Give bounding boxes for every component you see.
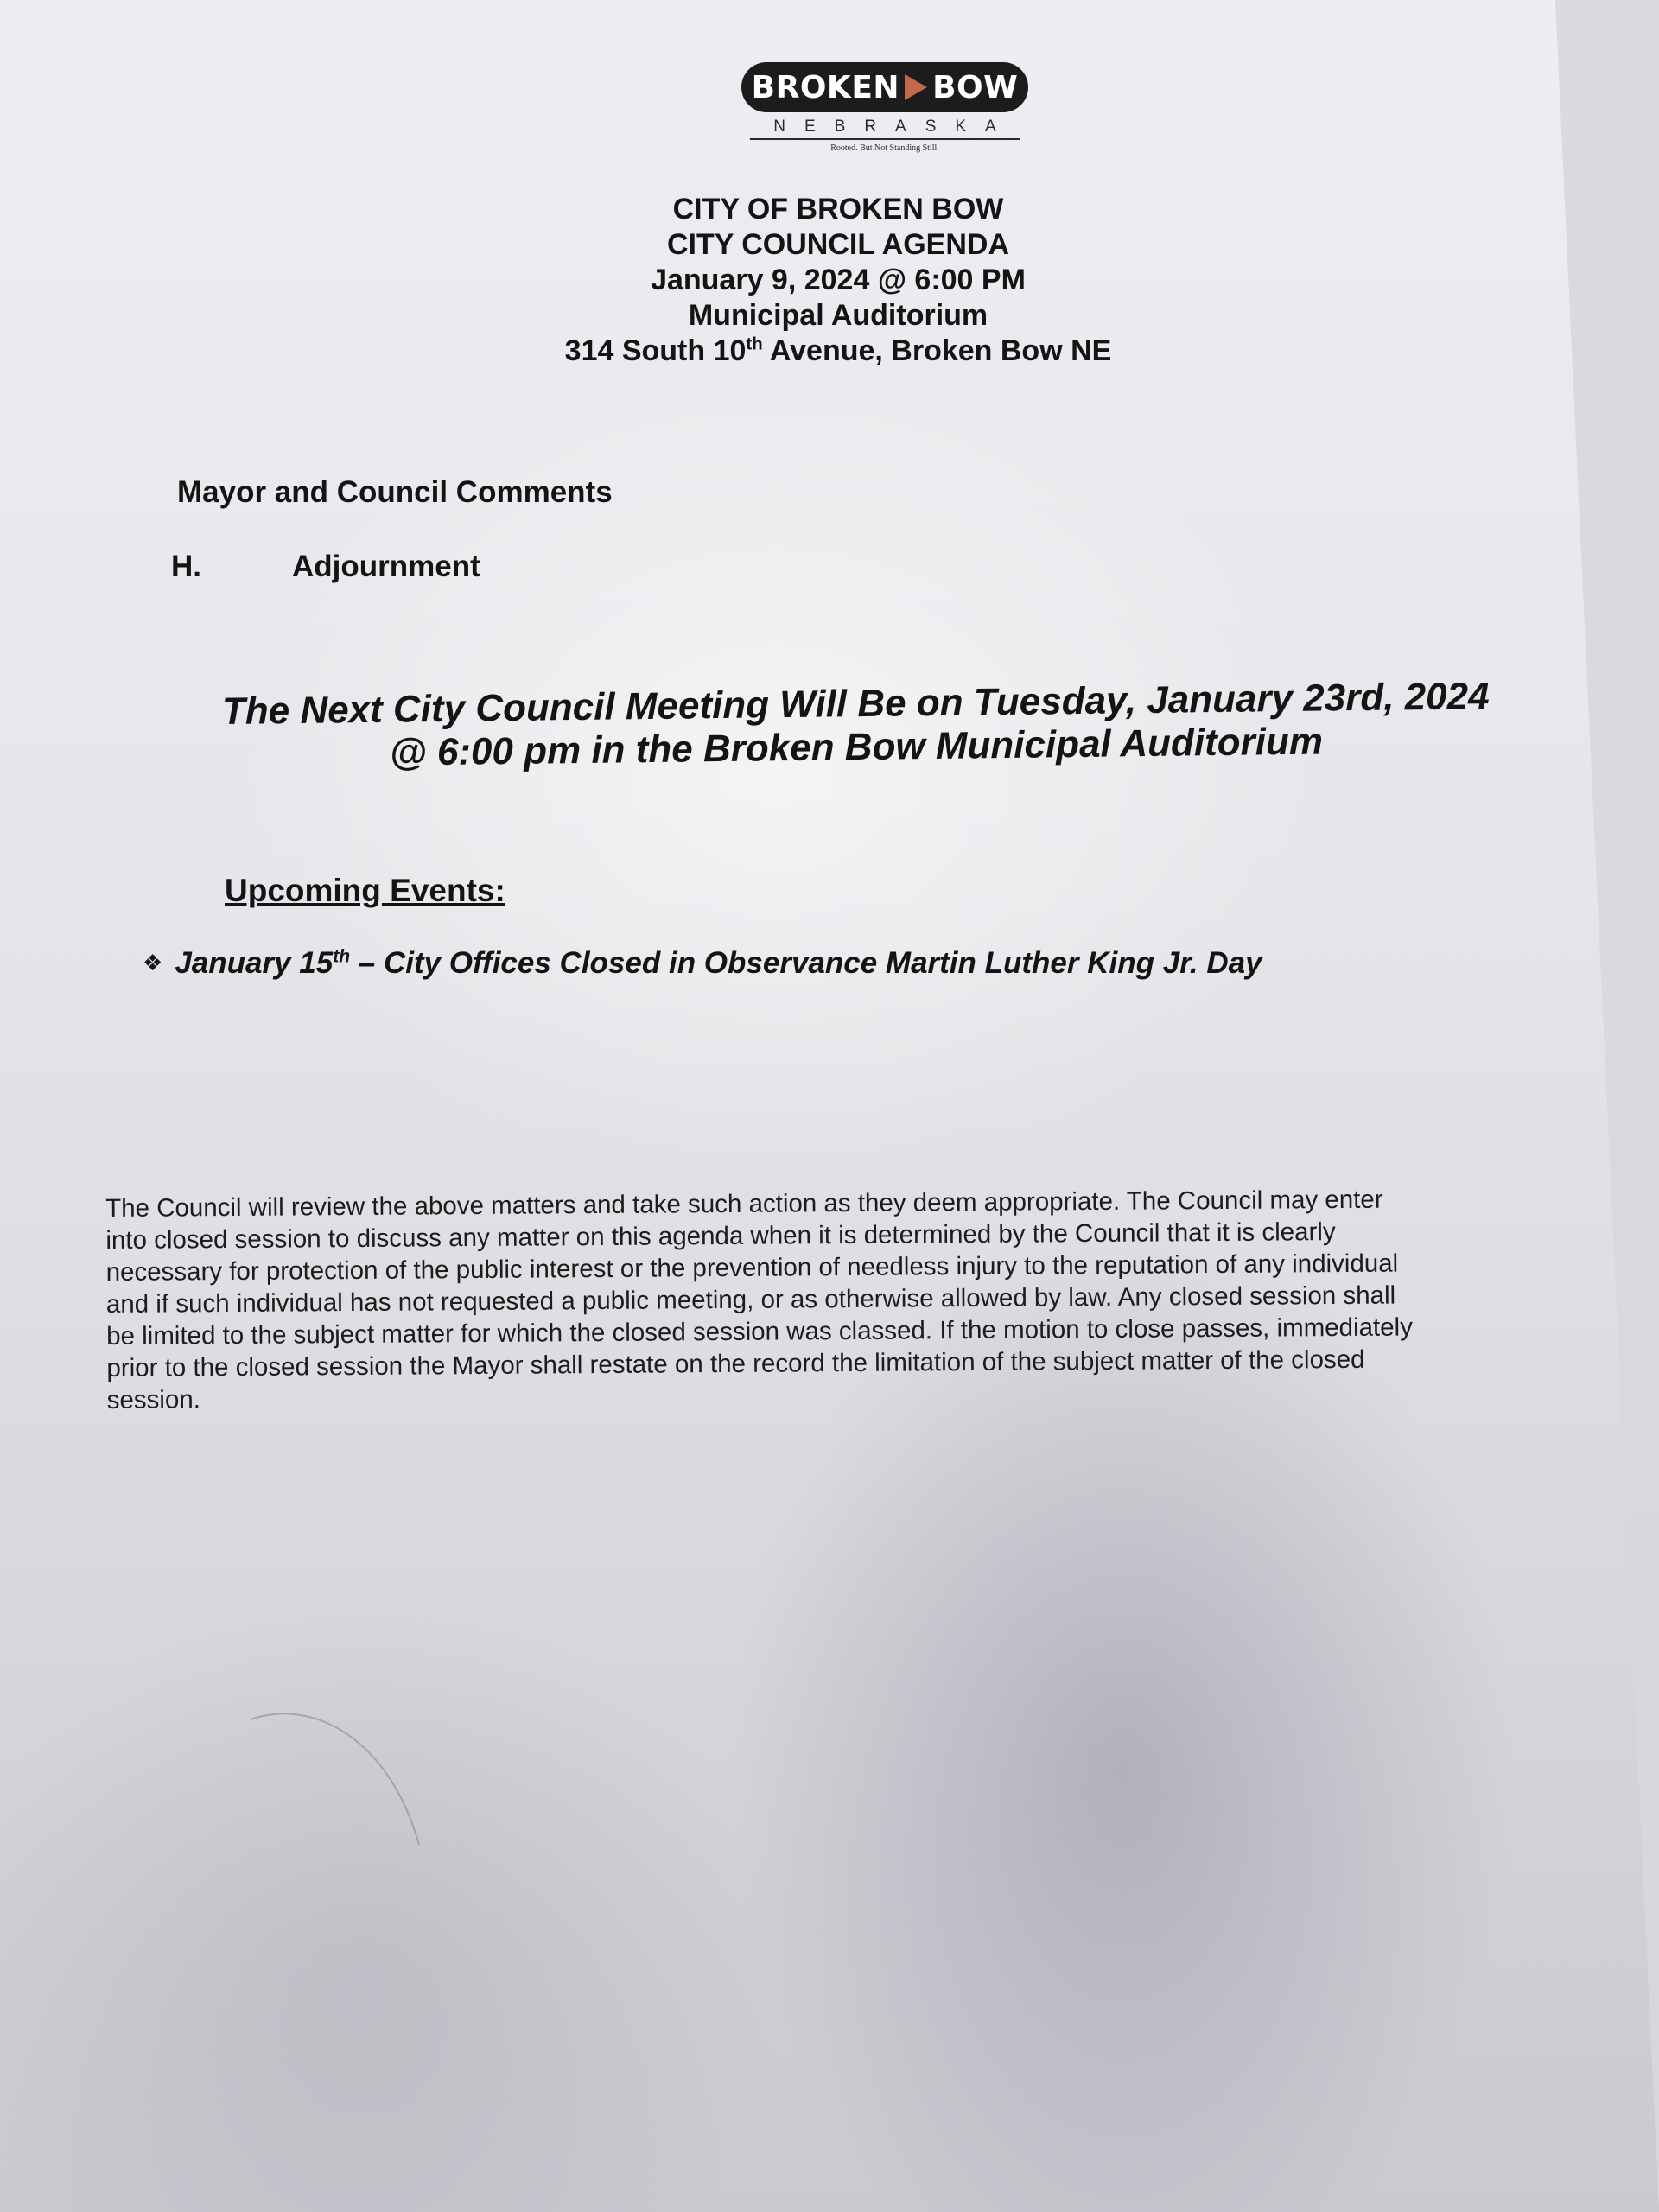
agenda-item-adjournment — [171, 550, 480, 584]
logo-badge — [741, 62, 1028, 112]
agenda-item-letter: H. — [171, 550, 201, 583]
legal-line: prior to the closed session the Mayor shall restate on the record the limitation of the subject matter of the closed — [106, 1344, 1365, 1382]
logo-word-right: BOW — [932, 69, 1019, 105]
next-meeting-notice — [156, 674, 1556, 778]
event-text: January 15th – City Offices Closed in Observance Martin Luther King Jr. Day — [175, 946, 1262, 980]
legal-line: be limited to the subject matter for which the closed session was classed. If the motion to close passes, immediately — [106, 1313, 1414, 1351]
upcoming-events-heading: Upcoming Events: — [225, 873, 505, 908]
arrow-icon — [905, 74, 927, 100]
agenda-title: CITY COUNCIL AGENDA — [666, 228, 1010, 261]
city-logo — [741, 62, 1028, 153]
agenda-item-label: Adjournment — [292, 550, 480, 583]
paper-edge — [1555, 0, 1659, 2212]
meeting-venue: Municipal Auditorium — [688, 299, 988, 332]
logo-word-left: BROKEN — [751, 69, 900, 105]
meeting-address: 314 South 10th Avenue, Broken Bow NE — [564, 334, 1112, 367]
agenda-header — [484, 192, 1192, 369]
event-item — [143, 946, 1262, 981]
meeting-datetime: January 9, 2024 @ 6:00 PM — [651, 264, 1026, 296]
four-diamond-bullet-icon: ❖ — [143, 950, 163, 976]
city-name: CITY OF BROKEN BOW — [672, 193, 1004, 226]
logo-state: NEBRASKA — [750, 118, 1020, 140]
paper-crease-mark — [242, 1702, 449, 1858]
next-meeting-line-1: The Next City Council Meeting Will Be on Tuesday, January 23rd, 2024 — [221, 675, 1490, 734]
legal-line: necessary for protection of the public interest or the prevention of needless injury to the reputation of any individual — [105, 1249, 1399, 1287]
logo-tagline: Rooted. But Not Standing Still. — [830, 143, 939, 153]
legal-line: into closed session to discuss any matter on this agenda when it is determined by the Council that it is clearly — [105, 1217, 1336, 1255]
legal-line: and if such individual has not requested a public meeting, or as otherwise allowed by law. Any closed session shall — [105, 1281, 1396, 1319]
mayor-comments-heading: Mayor and Council Comments — [177, 475, 613, 509]
legal-line: session. — [106, 1385, 201, 1414]
legal-line: The Council will review the above matters and take such action as they deem appropriate. The Council may enter — [105, 1185, 1383, 1223]
closed-session-notice — [105, 1182, 1567, 1416]
next-meeting-line-2: @ 6:00 pm in the Broken Bow Municipal Auditorium — [389, 720, 1324, 774]
